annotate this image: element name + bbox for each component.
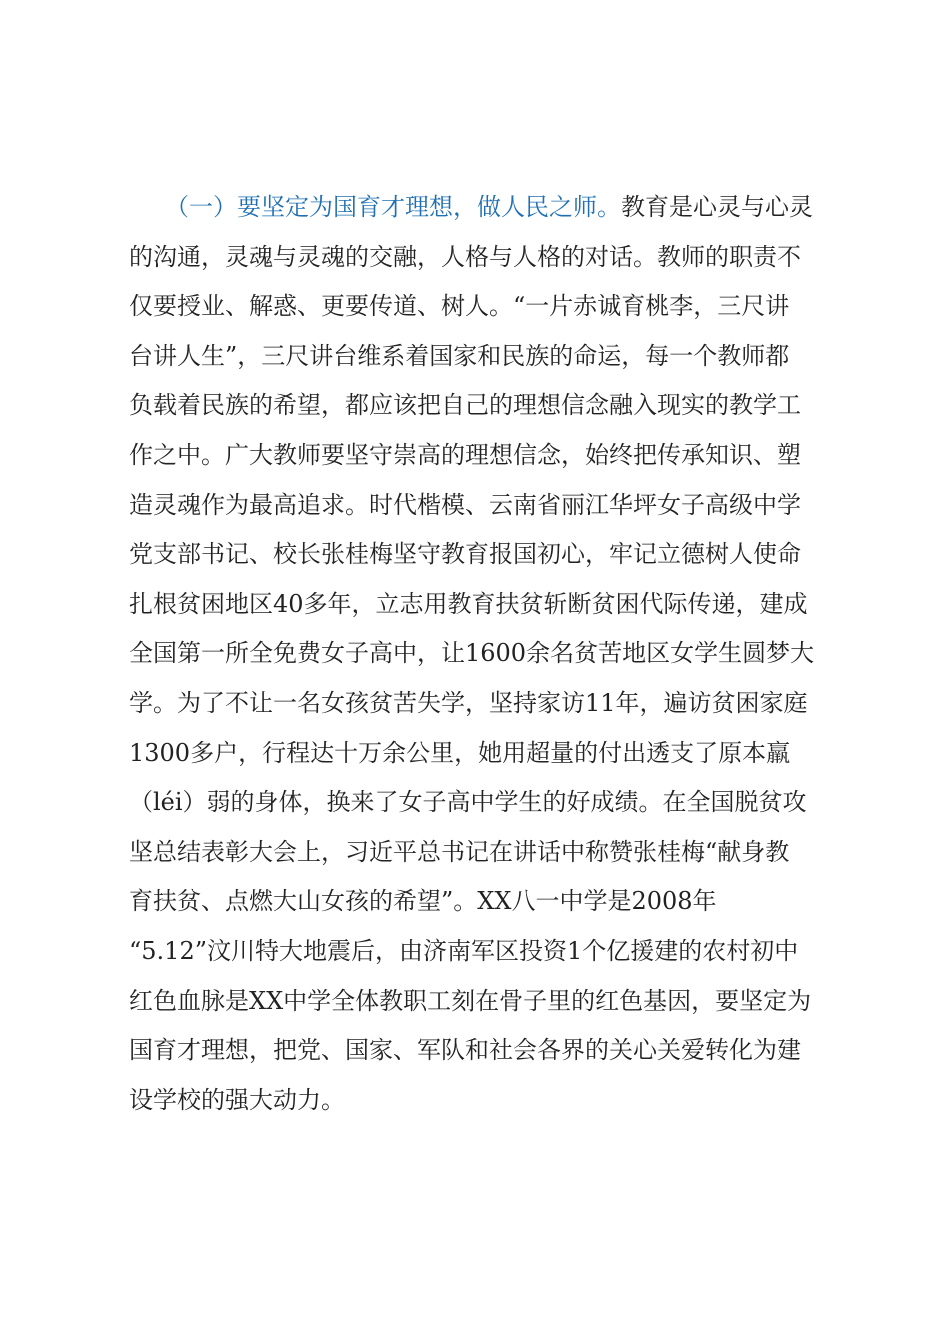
paragraph-line: 育扶贫、点燃大山女孩的希望”。XX八一中学是2008年 (129, 887, 717, 916)
paragraph-line: 负载着民族的希望，都应该把自己的理想信念融入现实的教学工 (129, 391, 801, 420)
paragraph-line: 学。为了不让一名女孩贫苦失学，坚持家访11年，遍访贫困家庭 (129, 688, 808, 717)
paragraph-line: 扎根贫困地区40多年，立志用教育扶贫斩断贫困代际传递，建成 (129, 589, 808, 618)
section-heading: （一）要坚定为国育才理想，做人民之师。 (165, 193, 621, 221)
paragraph-line: 的沟通，灵魂与灵魂的交融，人格与人格的对话。教师的职责不 (129, 242, 801, 271)
paragraph-line: 仅要授业、解惑、更要传道、树人。“一片赤诚育桃李，三尺讲 (129, 292, 790, 321)
paragraph-line: “5.12”汶川特大地震后，由济南军区投资1个亿援建的农村初中 (129, 936, 799, 965)
paragraph-line: 党支部书记、校长张桂梅坚守教育报国初心，牢记立德树人使命 (129, 540, 801, 569)
paragraph-line: 设学校的强大动力。 (129, 1085, 345, 1114)
paragraph-line: 坚总结表彰大会上，习近平总书记在讲话中称赞张桂梅“献身教 (129, 837, 790, 866)
paragraph-line: 红色血脉是XX中学全体教职工刻在骨子里的红色基因，要坚定为 (129, 986, 812, 1015)
paragraph-line: 全国第一所全免费女子高中，让1600余名贫苦地区女学生圆梦大 (129, 639, 815, 668)
paragraph-line: 国育才理想，把党、国家、军队和社会各界的关心关爱转化为建 (129, 1036, 801, 1065)
body-paragraph (129, 183, 859, 1125)
paragraph-line: （léi）弱的身体，换来了女子高中学生的好成绩。在全国脱贫攻 (129, 788, 807, 817)
paragraph-line (129, 183, 859, 233)
paragraph-line-text: 教育是心灵与心灵 (621, 193, 813, 221)
paragraph-line: 1300多户，行程达十万余公里，她用超量的付出透支了原本羸 (129, 738, 791, 767)
paragraph-line: 作之中。广大教师要坚守崇高的理想信念，始终把传承知识、塑 (129, 440, 801, 469)
paragraph-line: 造灵魂作为最高追求。时代楷模、云南省丽江华坪女子高级中学 (129, 490, 801, 519)
paragraph-line: 台讲人生”，三尺讲台维系着国家和民族的命运，每一个教师都 (129, 341, 790, 370)
